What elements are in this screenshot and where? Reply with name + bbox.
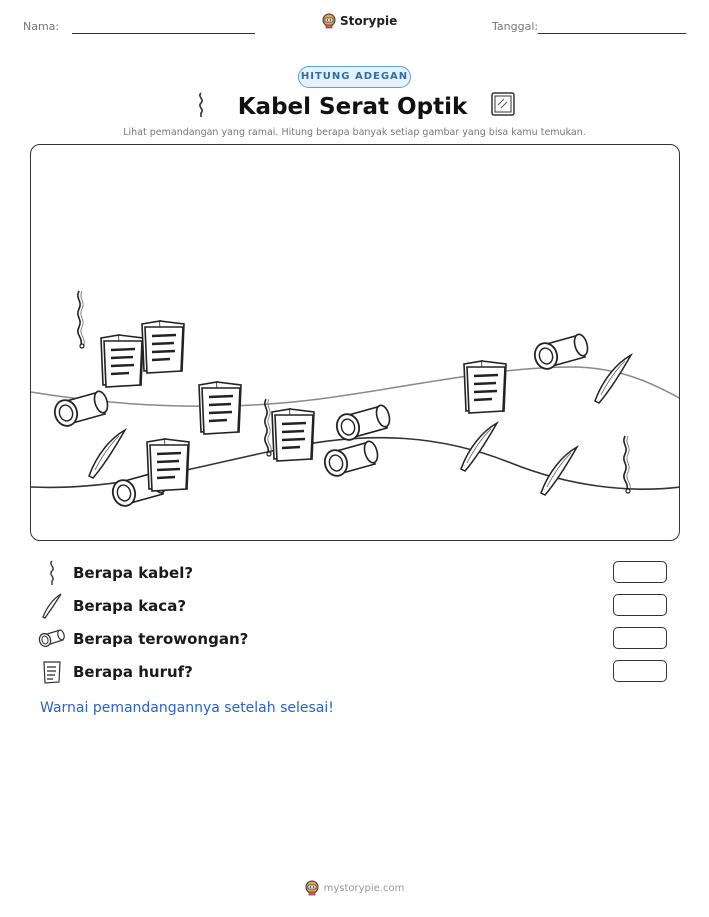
date-field[interactable] <box>538 33 686 34</box>
tunnel-item <box>334 404 392 443</box>
glass-item <box>595 355 631 403</box>
footer <box>0 880 709 896</box>
page-title-text: Kabel Serat Optik <box>237 94 468 120</box>
footer-url[interactable]: mystorypie.com <box>323 882 405 894</box>
tunnel-item <box>52 390 110 429</box>
page-title <box>0 92 709 120</box>
letter-item <box>147 439 189 491</box>
letter-item <box>272 409 314 461</box>
tunnel-item <box>532 333 590 372</box>
name-field[interactable] <box>72 33 255 34</box>
answer-box-letter[interactable] <box>613 660 667 682</box>
letter-item <box>142 321 184 373</box>
name-label: Nama: <box>23 20 60 33</box>
letter-item <box>464 361 506 413</box>
cable-icon <box>45 560 59 586</box>
glass-item <box>461 423 497 471</box>
cable-icon <box>194 92 208 118</box>
letter-icon <box>42 660 62 684</box>
storypie-mascot-icon <box>305 880 319 896</box>
cable-item <box>624 436 630 493</box>
coloring-note: Warnai pemandangannya setelah selesai! <box>40 700 334 716</box>
storypie-mascot-icon <box>322 13 336 29</box>
question-text: Berapa kabel? <box>73 564 194 582</box>
question-row-tunnel <box>37 626 677 652</box>
answer-box-cable[interactable] <box>613 561 667 583</box>
letter-item <box>101 335 143 387</box>
brand-name: Storypie <box>340 14 398 28</box>
tunnel-item <box>322 440 380 479</box>
letter-item <box>199 382 241 434</box>
brand-logo <box>322 13 397 29</box>
question-text: Berapa terowongan? <box>73 630 249 648</box>
question-text: Berapa kaca? <box>73 597 187 615</box>
activity-badge: HITUNG ADEGAN <box>298 66 411 88</box>
answer-box-glass[interactable] <box>613 594 667 616</box>
question-row-glass <box>37 593 677 619</box>
glass-item <box>89 430 125 478</box>
instructions: Lihat pemandangan yang ramai. Hitung berapa banyak setiap gambar yang bisa kamu temukan. <box>123 127 586 138</box>
cable-item <box>78 291 84 348</box>
glass-pane-icon <box>491 92 515 116</box>
counting-scene <box>30 144 680 541</box>
question-row-cable <box>37 560 677 586</box>
cable-item <box>265 399 271 456</box>
date-label: Tanggal: <box>492 20 539 33</box>
tunnel-icon <box>38 628 66 650</box>
answer-box-tunnel[interactable] <box>613 627 667 649</box>
glass-item <box>541 447 577 495</box>
glass-icon <box>41 593 63 619</box>
question-text: Berapa huruf? <box>73 663 193 681</box>
question-row-letter <box>37 659 677 685</box>
scene-illustration <box>31 145 680 541</box>
